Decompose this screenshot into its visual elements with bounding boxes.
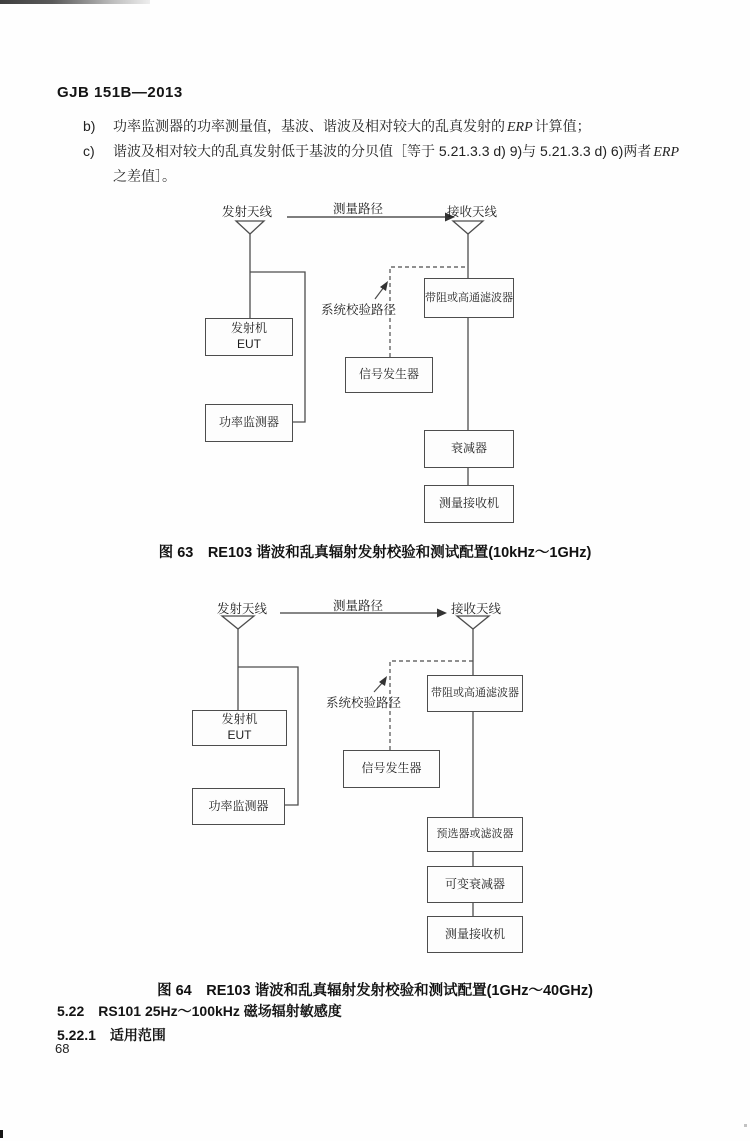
measure-path-label: 测量路径	[333, 202, 384, 216]
signal-generator-box	[345, 357, 433, 393]
scan-artifact-bottom-left	[0, 1130, 3, 1138]
power-monitor-label: 功率监测器	[208, 798, 269, 813]
cal-path-arrowhead	[380, 281, 388, 291]
item-c-erp: ERP	[653, 145, 679, 160]
rx-antenna-icon	[457, 616, 489, 629]
item-b-text-pre: 功率监测器的功率测量值，基波、谐波及相对较大的乱真发射的	[113, 118, 505, 134]
tx-antenna-icon	[236, 221, 264, 234]
item-c-text-pre: 谐波及相对较大的乱真发射低于基波的分贝值［等于 5.21.3.3 d) 9)与 5.21.3.3 d) 6)两者	[113, 143, 652, 159]
tx-antenna-label: 发射天线	[222, 205, 273, 219]
doc-number: GJB 151B—2013	[57, 84, 183, 101]
filter-box-label: 带阻或高通滤波器	[431, 687, 519, 700]
measure-path-arrowhead	[437, 609, 447, 618]
receiver-label: 测量接收机	[444, 926, 505, 941]
variable-attenuator-label: 可变衰减器	[444, 876, 505, 891]
receiver-label: 测量接收机	[438, 496, 499, 511]
section-5-22-1-heading: 5.22.1 适用范围	[57, 1027, 166, 1043]
section-5-22-heading: 5.22 RS101 25Hz～100kHz 磁场辐射敏感度	[57, 1003, 342, 1019]
list-item-b	[83, 116, 591, 136]
receiver-box	[424, 485, 514, 523]
power-monitor-label: 功率监测器	[218, 415, 279, 430]
measure-path-label: 测量路径	[333, 599, 384, 613]
rx-antenna-icon	[453, 221, 483, 234]
item-b-marker: b)	[83, 118, 96, 134]
eut-box-label-line2: EUT	[237, 337, 261, 351]
eut-box	[205, 318, 293, 356]
filter-box	[424, 278, 514, 318]
page-number: 68	[55, 1041, 70, 1056]
item-c-marker: c)	[83, 143, 95, 159]
preselector-box	[427, 817, 523, 852]
figure63-caption: 图 63 RE103 谐波和乱真辐射发射校验和测试配置(10kHz～1GHz)	[158, 545, 592, 561]
signal-generator-label: 信号发生器	[361, 761, 422, 776]
power-monitor-box	[205, 404, 293, 442]
tx-antenna-icon	[222, 616, 254, 629]
item-b-text-post: 计算值；	[534, 118, 591, 134]
figure64-caption: 图 64 RE103 谐波和乱真辐射发射校验和测试配置(1GHz～40GHz)	[157, 983, 593, 999]
variable-attenuator-box	[427, 866, 523, 903]
scan-artifact-top	[0, 0, 150, 4]
cal-path-label: 系统校验路径	[326, 696, 402, 710]
eut-box-label-line2: EUT	[227, 728, 252, 742]
item-b-erp: ERP	[507, 120, 533, 135]
filter-box-label: 带阻或高通滤波器	[425, 291, 513, 304]
rx-antenna-label: 接收天线	[447, 205, 498, 219]
rx-antenna-label: 接收天线	[451, 602, 502, 616]
eut-box-label-line1: 发射机	[221, 712, 258, 727]
filter-box	[427, 675, 523, 712]
preselector-label: 预选器或滤波器	[436, 828, 514, 841]
eut-box-label-line1: 发射机	[230, 321, 267, 336]
eut-box	[192, 710, 287, 746]
tx-antenna-label: 发射天线	[217, 602, 268, 616]
list-item-c	[83, 141, 681, 161]
signal-generator-box	[343, 750, 440, 788]
figure63-diagram	[0, 195, 750, 530]
power-monitor-box	[192, 788, 285, 825]
list-item-c-continuation: 之差值］。	[113, 168, 176, 184]
figure64-diagram	[0, 592, 750, 964]
cal-path-label: 系统校验路径	[321, 303, 397, 317]
signal-generator-label: 信号发生器	[358, 367, 419, 382]
scan-artifact-bottom-right	[744, 1124, 747, 1127]
attenuator-label: 衰减器	[450, 441, 487, 456]
receiver-box	[427, 916, 523, 953]
attenuator-box	[424, 430, 514, 468]
